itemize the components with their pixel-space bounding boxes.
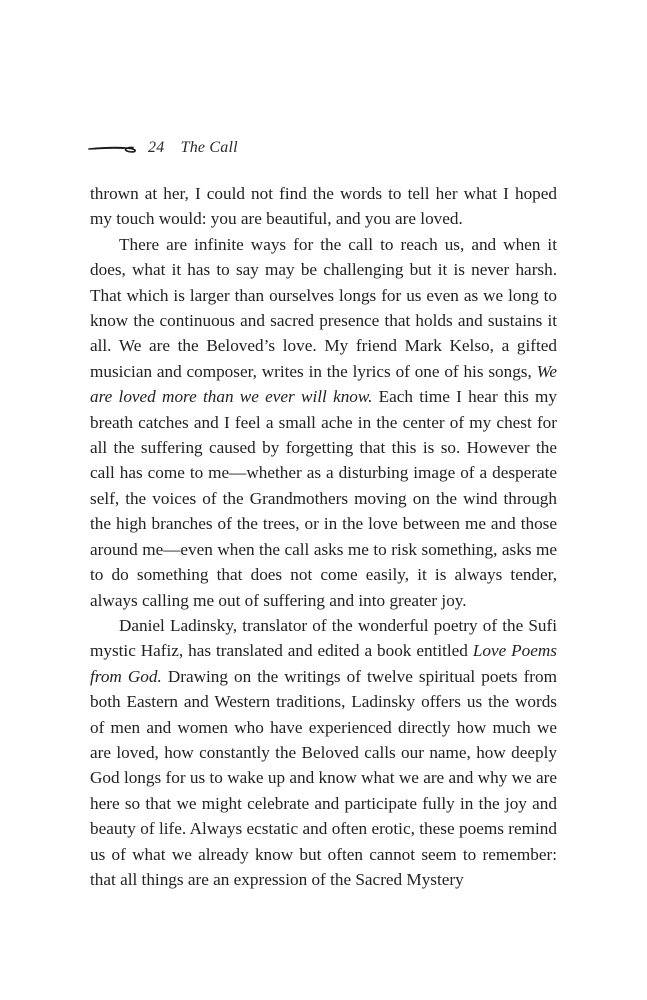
paragraph-1-text: thrown at her, I could not find the words to tell her what I hoped my touch would: you are beautiful, and you are loved. [90, 184, 557, 229]
paragraph-3-text-end: Drawing on the writings of twelve spiritual poets from both Eastern and Western traditions, Ladinsky offers us the words of men and women who have experienced directly how much we are loved, how constantly the Beloved calls our name, how deeply God longs for us to wake up and know what we are and why we are here so that we might celebrate and participate fully in the joy and beauty of life. Always ecstatic and often erotic, these poems remind us of what we already know but often cannot seem to remember: that all things are an expression of the Sacred Mystery [90, 666, 557, 889]
paragraph-1 [90, 181, 557, 232]
body-text [90, 181, 557, 892]
chapter-title: The Call [180, 139, 238, 156]
paragraph-3-book-title: Love Poems from God. [90, 641, 557, 686]
paragraph-2-text-start: There are infinite ways for the call to reach us, and when it does, what it has to say may be challenging but it is never harsh. That which is larger than ourselves longs for us even as we long to know the continuous and sacred presence that holds and sustains it all. We are the Beloved’s love. My friend Mark Kelso, a gifted musician and composer, writes in the lyrics of one of his songs, [90, 234, 557, 381]
paragraph-2 [90, 232, 557, 613]
paragraph-2-lyric-quote: We are loved more than we ever will know. [90, 361, 557, 407]
header-text [148, 139, 238, 157]
paragraph-3-text-start: Daniel Ladinsky, translator of the wonderful poetry of the Sufi mystic Hafiz, has translated and edited a book entitled [90, 615, 557, 661]
running-header [88, 137, 238, 159]
page-number: 24 [148, 139, 165, 156]
swash-flourish-icon [88, 141, 138, 155]
paragraph-2-text-end: Each time I hear this my breath catches and I feel a small ache in the center of my chest for all the suffering caused by forgetting that this is so. However the call has come to me—whether as a disturbing image of a desperate self, the voices of the Grandmothers moving on the wind through the high branches of the trees, or in the love between me and those around me—even when the call asks me to risk something, asks me to do something that does not come easily, it is always tender, always calling me out of suffering and into greater joy. [90, 387, 557, 610]
paragraph-3 [90, 613, 557, 892]
